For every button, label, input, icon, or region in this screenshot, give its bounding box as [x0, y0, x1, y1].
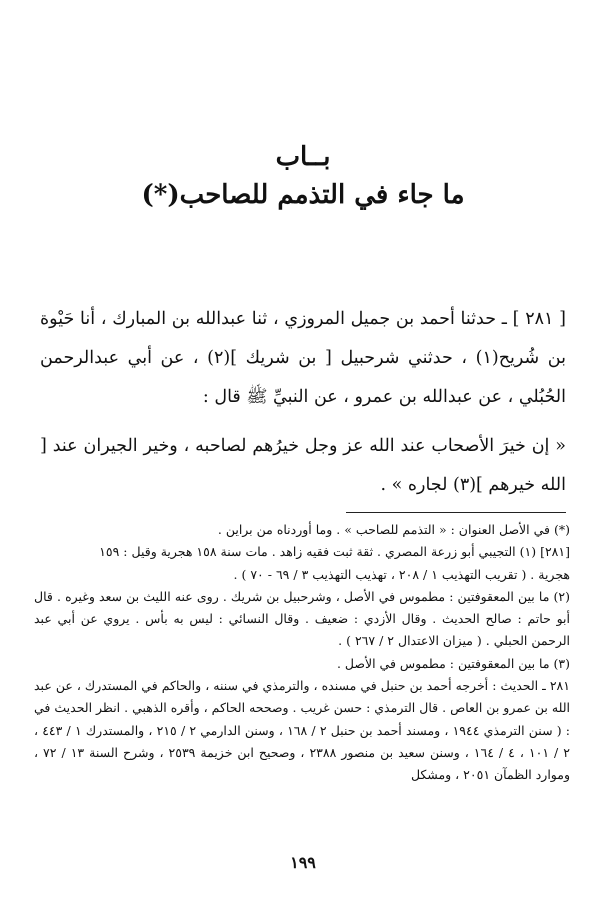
- footnote-title: (*) في الأصل العنوان : « التذمم للصاحب » . وما أوردناه من براين .: [217, 522, 570, 537]
- footnotes: [34, 519, 570, 787]
- chapter-title: ما جاء في التذمم للصاحب(*): [141, 180, 465, 210]
- takhrij-note: ٢٨١ ـ الحديث : أخرجه أحمد بن حنبل في مسنده ، والترمذي في سننه ، والحاكم في المستدرك ، عن عبد الله بن عمرو بن العاص . قال الترمذي : حسن غريب . وصححه الحاكم ، وأقره الذهبي . انظر الحديث في : ( سنن الترمذي ١٩٤٤ ، ومسند أحمد بن حنبل ٢ / ١٦٨ ، وسنن الدارمي ٢ / ٢١٥ ، والمستدرك ١ / ٤٤٣ ، ٢ / ١٠١ ، ٤ / ١٦٤ ، وسنن سعيد بن منصور ٢٣٨٨ ، وصحيح ابن خزيمة ٢٥٣٩ ، وشرح السنة ١٣ / ٧٢ ، وموارد الظمآن ٢٠٥١ ، ومشكل: [34, 678, 570, 783]
- hadith-text: « إن خيرَ الأصحاب عند الله عز وجل خيرُهم لصاحبه ، وخير الجيران عند [ الله خيرهم ](٣) لجاره » .: [40, 436, 566, 495]
- footnote-2: (٢) ما بين المعقوفتين : مطموس في الأصل ، وشرحبيل بن شريك . روى عنه الليث بن سعد وغيره . قال أبو حاتم : صالح الحديث . وقال الأزدي : ضعيف . وقال النسائي : ليس به بأس . يروي عن أبي عبد الرحمن الحبلي . ( ميزان الاعتدال ٢ / ٢٦٧ ) .: [34, 588, 570, 649]
- footnote-1-line-2: هجرية . ( تقريب التهذيب ١ / ٢٠٨ ، تهذيب التهذيب ٣ / ٦٩ - ٧٠ ) .: [233, 566, 570, 582]
- isnad-paragraph: [ ٢٨١ ] ـ حدثنا أحمد بن جميل المروزي ، ثنا عبدالله بن المبارك ، أنا حَيْوة بن شُريح(١) ، حدثني شرحبيل [ بن شريك ](٢) ، عن أبي عبدالرحمن الحُبُلي ، عن عبدالله بن عمرو ، عن النبيِّ ﷺ قال :: [40, 309, 567, 407]
- footnote-3: (٣) ما بين المعقوفتين : مطموس في الأصل .: [336, 655, 570, 671]
- main-text: [40, 300, 566, 505]
- chapter-label: بــاب: [275, 142, 331, 172]
- footnote-1-line-1: [٢٨١] (١) التجيبي أبو زرعة المصري . ثقة ثبت فقيه زاهد . مات سنة ١٥٨ هجرية وقيل : ١٥٩: [99, 544, 570, 560]
- page-number: ١٩٩: [290, 853, 316, 872]
- footnote-divider: [346, 512, 566, 513]
